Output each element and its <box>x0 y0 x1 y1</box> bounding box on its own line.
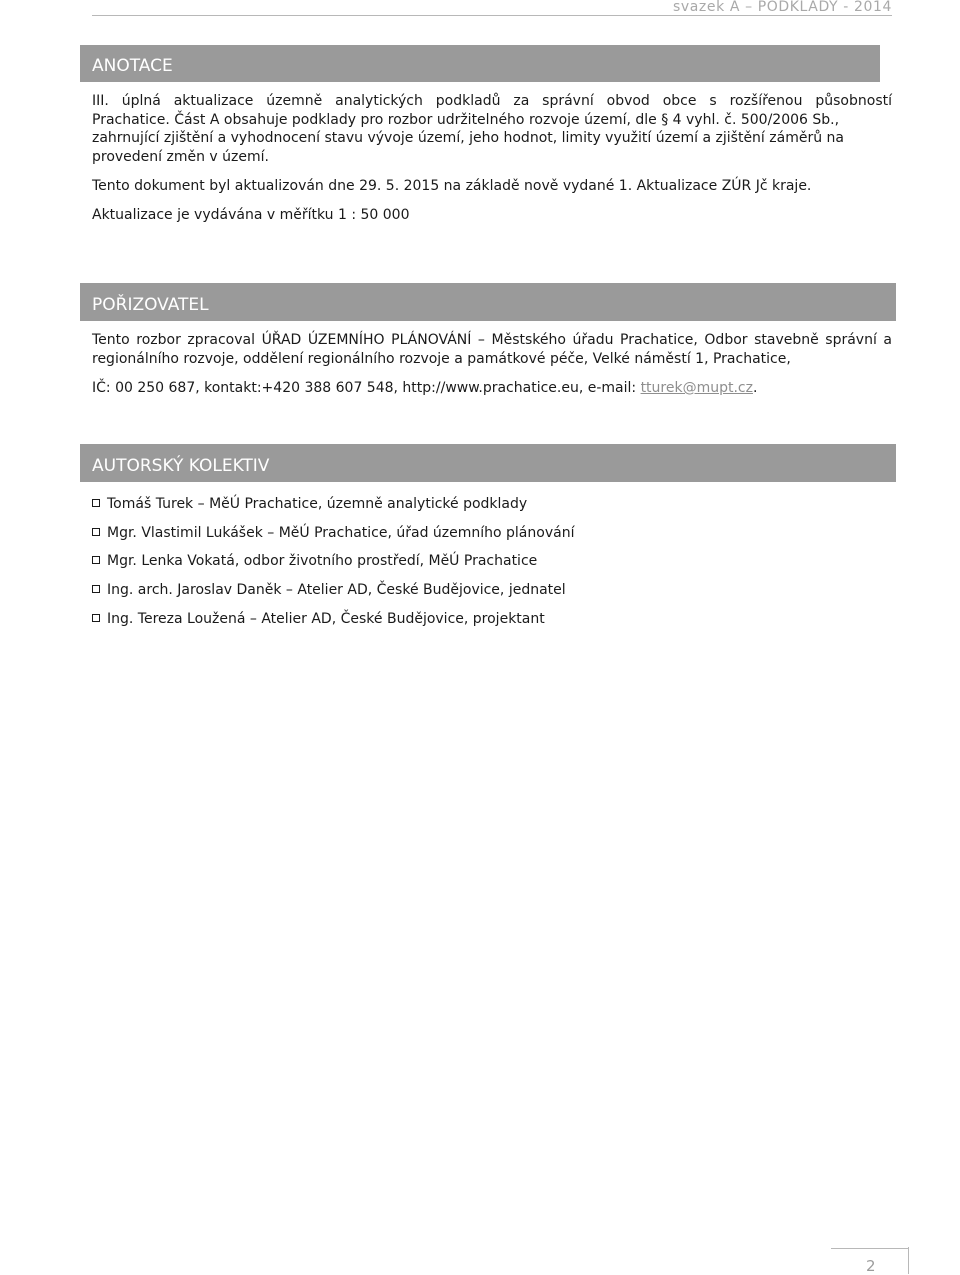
author-list <box>92 490 892 633</box>
section-heading-authors <box>80 444 896 482</box>
list-item <box>92 519 892 548</box>
square-bullet-icon <box>92 585 100 593</box>
author-name: Mgr. Lenka Vokatá, odbor životního prostředí, MěÚ Prachatice <box>107 553 538 570</box>
section-heading-annotation <box>80 45 880 82</box>
square-bullet-icon <box>92 614 100 622</box>
page-number: 2 <box>866 1257 876 1275</box>
list-item <box>92 576 892 605</box>
running-header: svazek A – PODKLADY - 2014 <box>92 0 892 16</box>
list-item <box>92 547 892 576</box>
contact-prefix: IČ: 00 250 687, kontakt:+420 388 607 548, http://www.prachatice.eu, e-mail: <box>92 380 641 396</box>
section-heading-procurer <box>80 283 896 321</box>
list-item <box>92 604 892 633</box>
procurer-paragraph <box>92 331 892 368</box>
annotation-paragraph <box>92 92 892 166</box>
author-name: Ing. Tereza Loužená – Atelier AD, České Budějovice, projektant <box>107 610 545 627</box>
annotation-line-3: zahrnující zjištění a vyhodnocení stavu vývoje území, jeho hodnot, limity využití území a zjištění záměrů na <box>92 130 844 146</box>
section-heading-annotation-label: ANOTACE <box>92 55 173 76</box>
square-bullet-icon <box>92 528 100 536</box>
procurer-line-1: Tento rozbor zpracoval ÚŘAD ÚZEMNÍHO PLÁNOVÁNÍ – Městského úřadu Prachatice, Odbor stavebně správní a <box>92 332 892 348</box>
square-bullet-icon <box>92 556 100 564</box>
contact-line <box>92 379 892 398</box>
square-bullet-icon <box>92 499 100 507</box>
scale-note: Aktualizace je vydávána v měřítku 1 : 50 000 <box>92 207 410 223</box>
author-name: Tomáš Turek – MěÚ Prachatice, územně analytické podklady <box>107 496 528 513</box>
annotation-line-4: provedení změn v území. <box>92 148 269 165</box>
annotation-line-2: Prachatice. Část A obsahuje podklady pro rozbor udržitelného rozvoje území, dle § 4 vyhl. č. 500/2006 Sb., <box>92 111 840 128</box>
author-name: Ing. arch. Jaroslav Daněk – Atelier AD, České Budějovice, jednatel <box>107 582 566 599</box>
section-heading-procurer-label: POŘIZOVATEL <box>92 295 209 315</box>
procurer-line-2: regionálního rozvoje, oddělení regionálního rozvoje a památkové péče, Velké náměstí 1, Prachatice, <box>92 350 791 367</box>
contact-suffix: . <box>752 380 758 396</box>
list-item <box>92 490 892 519</box>
email-link[interactable]: tturek@mupt.cz <box>640 380 753 396</box>
section-heading-authors-label: AUTORSKÝ KOLEKTIV <box>92 456 270 476</box>
update-note: Tento dokument byl aktualizován dne 29. 5. 2015 na základě nově vydané 1. Aktualizace ZÚR Jč kraje. <box>92 178 812 194</box>
author-name: Mgr. Vlastimil Lukášek – MěÚ Prachatice, úřad územního plánování <box>107 524 575 541</box>
annotation-line-1: III. úplná aktualizace územně analytických podkladů za správní obvod obce s rozšířenou působností <box>92 93 892 109</box>
